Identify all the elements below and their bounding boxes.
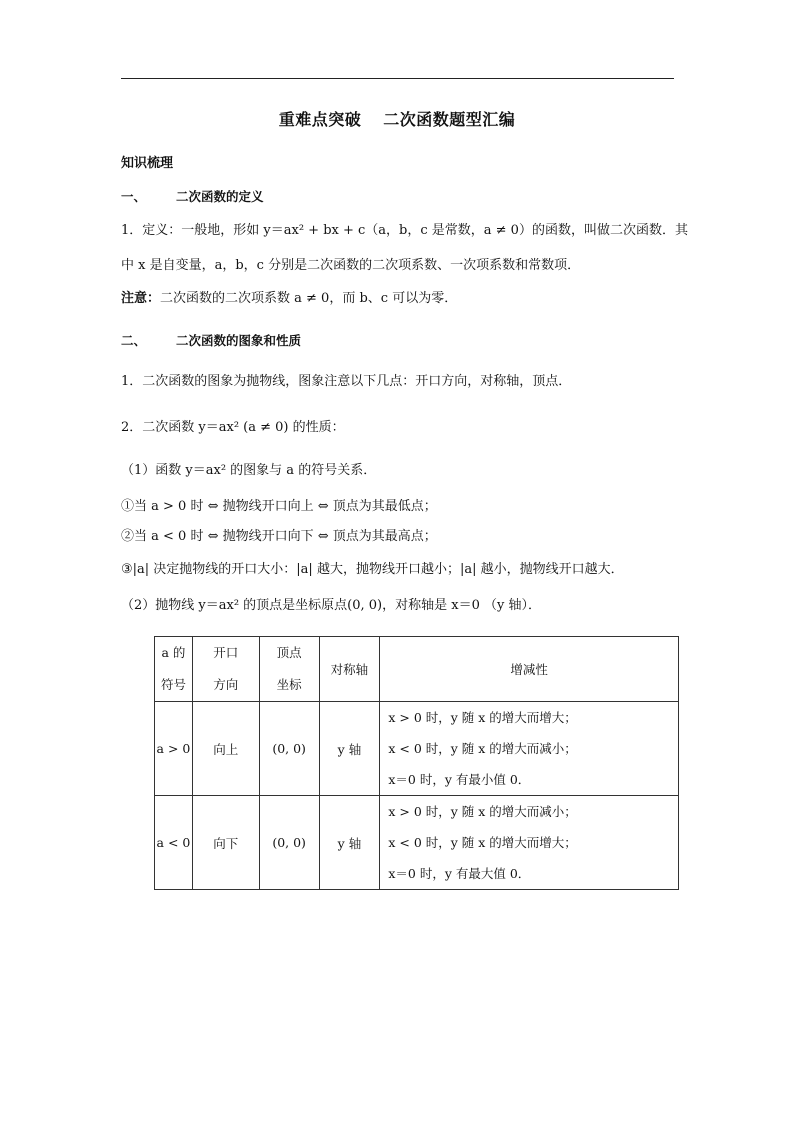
title-part2: 二次函数题型汇编 [383,110,516,129]
section-1-heading [121,188,264,206]
graph-points-paragraph: 1．二次函数的图象为抛物线，图象注意以下几点：开口方向，对称轴，顶点． [121,374,572,389]
row2-vertex: (0, 0) [259,796,319,890]
row1-monotonicity: x > 0 时，y 随 x 的增大而增大； x < 0 时，y 随 x 的增大而减小； x＝0 时，y 有最小值 0． [380,702,679,796]
section-2-heading [121,332,301,350]
page-title [0,107,794,130]
definition-line-1: 1．定义：一般地，形如 y＝ax² + bx + c（a，b，c 是常数，a ≠ 0）的函数，叫做二次函数．其 [121,223,688,238]
note-paragraph [121,290,457,308]
header-monotonicity: 增减性 [380,637,679,702]
section-2-title: 二次函数的图象和性质 [176,333,302,348]
section-1-title: 二次函数的定义 [176,189,264,204]
note-label: 注意： [121,291,161,306]
case-1-line: ①当 a > 0 时 ⇔ 抛物线开口向上 ⇔ 顶点为其最低点； [121,499,437,514]
row2-monotonicity: x > 0 时，y 随 x 的增大而减小； x < 0 时，y 随 x 的增大而增大； x＝0 时，y 有最大值 0． [380,796,679,890]
sign-relation-paragraph: （1）函数 y＝ax² 的图象与 a 的符号关系． [121,463,377,478]
header-rule [121,78,674,79]
definition-line-2: 中 x 是自变量，a，b，c 分别是二次函数的二次项系数、一次项系数和常数项． [121,258,581,273]
table-header-row [155,637,679,702]
row2-opening: 向下 [192,796,259,890]
header-opening: 开口 方向 [192,637,259,702]
properties-table [154,636,679,890]
properties-paragraph: 2．二次函数 y＝ax² (a ≠ 0) 的性质： [121,420,345,435]
header-sign: a 的 符号 [155,637,193,702]
row1-axis: y 轴 [319,702,380,796]
section-2-number: 二、 [121,333,147,348]
note-text: 二次函数的二次项系数 a ≠ 0，而 b、c 可以为零． [160,291,458,306]
title-part1: 重难点突破 [278,110,362,129]
row1-sign: a > 0 [155,702,193,796]
knowledge-heading: 知识梳理 [121,156,174,171]
vertex-paragraph: （2）抛物线 y＝ax² 的顶点是坐标原点(0, 0)，对称轴是 x＝0 （y 轴）． [121,598,541,613]
header-axis: 对称轴 [319,637,380,702]
case-3-line: ③|a| 决定抛物线的开口大小：|a| 越大，抛物线开口越小；|a| 越小，抛物线开口越大． [121,562,624,577]
section-1-number: 一、 [121,189,147,204]
row2-sign: a < 0 [155,796,193,890]
row1-opening: 向上 [192,702,259,796]
table-row [155,796,679,890]
header-vertex: 顶点 坐标 [259,637,319,702]
case-2-line: ②当 a < 0 时 ⇔ 抛物线开口向下 ⇔ 顶点为其最高点； [121,529,437,544]
row2-axis: y 轴 [319,796,380,890]
table-row [155,702,679,796]
row1-vertex: (0, 0) [259,702,319,796]
